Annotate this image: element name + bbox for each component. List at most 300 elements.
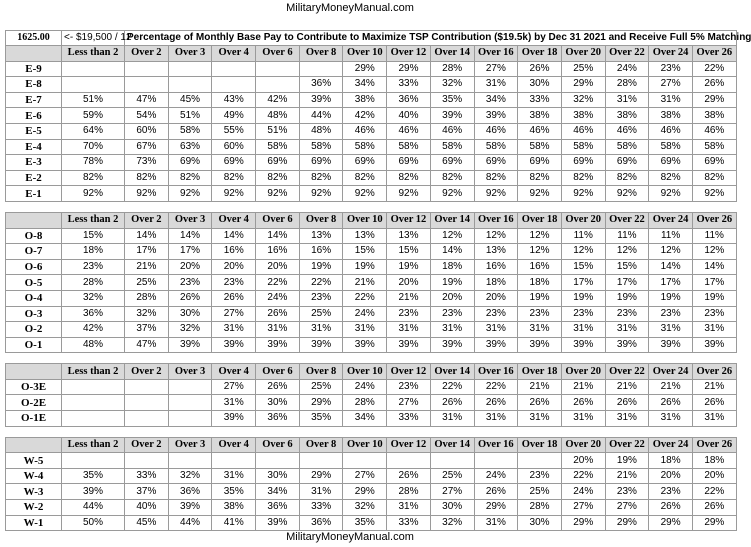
percentage-cell[interactable]: 92% [474,186,518,202]
percentage-cell[interactable]: 21% [692,379,736,395]
percentage-cell[interactable]: 25% [518,484,562,500]
percentage-cell[interactable]: 39% [299,92,343,108]
percentage-cell[interactable]: 14% [212,228,256,244]
percentage-cell[interactable]: 31% [474,322,518,338]
percentage-cell[interactable]: 17% [605,275,649,291]
percentage-cell[interactable]: 30% [518,77,562,93]
formula-cell[interactable]: <- $19,500 / 12 [62,31,125,46]
percentage-cell[interactable]: 82% [430,170,474,186]
percentage-cell[interactable]: 29% [605,515,649,531]
percentage-cell[interactable]: 15% [561,259,605,275]
percentage-cell[interactable] [299,61,343,77]
percentage-cell[interactable]: 82% [168,170,212,186]
percentage-cell[interactable]: 42% [343,108,387,124]
percentage-cell[interactable]: 58% [430,139,474,155]
percentage-cell[interactable]: 44% [299,108,343,124]
percentage-cell[interactable] [62,379,125,395]
percentage-cell[interactable]: 58% [518,139,562,155]
percentage-cell[interactable]: 16% [518,259,562,275]
percentage-cell[interactable]: 13% [387,228,431,244]
percentage-cell[interactable]: 19% [692,290,736,306]
percentage-cell[interactable]: 20% [387,275,431,291]
percentage-cell[interactable]: 92% [518,186,562,202]
percentage-cell[interactable]: 92% [212,186,256,202]
rank-cell[interactable]: O-3E [6,379,62,395]
percentage-cell[interactable]: 27% [474,61,518,77]
percentage-cell[interactable]: 23% [518,468,562,484]
percentage-cell[interactable]: 69% [212,155,256,171]
percentage-cell[interactable]: 58% [605,139,649,155]
percentage-cell[interactable]: 26% [561,395,605,411]
percentage-cell[interactable]: 27% [387,395,431,411]
percentage-cell[interactable] [125,453,169,469]
percentage-cell[interactable]: 59% [62,108,125,124]
percentage-cell[interactable]: 33% [125,468,169,484]
percentage-cell[interactable]: 27% [212,379,256,395]
percentage-cell[interactable]: 21% [649,379,693,395]
percentage-cell[interactable]: 29% [561,77,605,93]
percentage-cell[interactable]: 23% [605,306,649,322]
percentage-cell[interactable]: 33% [387,515,431,531]
percentage-cell[interactable]: 69% [343,155,387,171]
percentage-cell[interactable]: 43% [212,92,256,108]
percentage-cell[interactable]: 12% [474,228,518,244]
percentage-cell[interactable]: 28% [605,77,649,93]
percentage-cell[interactable]: 19% [430,275,474,291]
percentage-cell[interactable]: 25% [125,275,169,291]
rank-cell[interactable]: W-3 [6,484,62,500]
percentage-cell[interactable]: 19% [518,290,562,306]
percentage-cell[interactable]: 32% [125,306,169,322]
percentage-cell[interactable] [168,453,212,469]
rank-cell[interactable]: E-5 [6,123,62,139]
percentage-cell[interactable]: 21% [387,290,431,306]
percentage-cell[interactable]: 46% [387,123,431,139]
percentage-cell[interactable]: 25% [299,379,343,395]
percentage-cell[interactable]: 37% [125,322,169,338]
percentage-cell[interactable]: 32% [343,500,387,516]
percentage-cell[interactable]: 64% [62,123,125,139]
percentage-cell[interactable]: 24% [474,468,518,484]
percentage-cell[interactable]: 33% [299,500,343,516]
percentage-cell[interactable]: 69% [430,155,474,171]
percentage-cell[interactable]: 69% [605,155,649,171]
percentage-cell[interactable]: 58% [692,139,736,155]
percentage-cell[interactable]: 19% [605,453,649,469]
percentage-cell[interactable] [212,77,256,93]
percentage-cell[interactable]: 29% [387,61,431,77]
percentage-cell[interactable]: 49% [212,108,256,124]
percentage-cell[interactable]: 39% [387,337,431,353]
percentage-cell[interactable]: 31% [430,322,474,338]
percentage-cell[interactable]: 27% [605,500,649,516]
percentage-cell[interactable]: 11% [561,228,605,244]
percentage-cell[interactable]: 12% [561,244,605,260]
percentage-cell[interactable] [62,411,125,427]
percentage-cell[interactable]: 28% [125,290,169,306]
percentage-cell[interactable] [474,453,518,469]
percentage-cell[interactable]: 92% [561,186,605,202]
percentage-cell[interactable]: 18% [62,244,125,260]
percentage-cell[interactable]: 29% [299,468,343,484]
rank-cell[interactable]: O-2E [6,395,62,411]
percentage-cell[interactable]: 15% [605,259,649,275]
percentage-cell[interactable]: 23% [649,61,693,77]
percentage-cell[interactable]: 46% [518,123,562,139]
percentage-cell[interactable]: 12% [518,228,562,244]
percentage-cell[interactable]: 58% [561,139,605,155]
percentage-cell[interactable]: 51% [256,123,300,139]
percentage-cell[interactable]: 21% [561,379,605,395]
percentage-cell[interactable]: 29% [299,395,343,411]
percentage-cell[interactable]: 23% [474,306,518,322]
percentage-cell[interactable] [62,77,125,93]
percentage-cell[interactable]: 92% [62,186,125,202]
percentage-cell[interactable]: 50% [62,515,125,531]
percentage-cell[interactable]: 29% [343,61,387,77]
percentage-cell[interactable]: 27% [561,500,605,516]
percentage-cell[interactable]: 16% [256,244,300,260]
percentage-cell[interactable]: 92% [256,186,300,202]
percentage-cell[interactable]: 31% [561,411,605,427]
percentage-cell[interactable]: 48% [299,123,343,139]
percentage-cell[interactable]: 20% [430,290,474,306]
percentage-cell[interactable]: 22% [343,290,387,306]
percentage-cell[interactable] [168,395,212,411]
percentage-cell[interactable]: 23% [168,275,212,291]
percentage-cell[interactable]: 92% [125,186,169,202]
percentage-cell[interactable]: 31% [518,322,562,338]
percentage-cell[interactable]: 20% [256,259,300,275]
percentage-cell[interactable]: 13% [343,228,387,244]
percentage-cell[interactable]: 23% [649,484,693,500]
percentage-cell[interactable]: 38% [518,108,562,124]
rank-cell[interactable]: W-4 [6,468,62,484]
percentage-cell[interactable]: 31% [387,500,431,516]
percentage-cell[interactable]: 36% [62,306,125,322]
percentage-cell[interactable]: 14% [430,244,474,260]
percentage-cell[interactable]: 22% [474,379,518,395]
percentage-cell[interactable]: 30% [256,395,300,411]
percentage-cell[interactable]: 19% [343,259,387,275]
percentage-cell[interactable]: 18% [474,275,518,291]
percentage-cell[interactable] [168,379,212,395]
percentage-cell[interactable]: 31% [430,411,474,427]
percentage-cell[interactable]: 45% [125,515,169,531]
percentage-cell[interactable]: 82% [692,170,736,186]
percentage-cell[interactable]: 34% [256,484,300,500]
percentage-cell[interactable]: 31% [649,322,693,338]
percentage-cell[interactable]: 24% [256,290,300,306]
percentage-cell[interactable]: 44% [168,515,212,531]
percentage-cell[interactable]: 14% [649,259,693,275]
percentage-cell[interactable]: 36% [299,77,343,93]
percentage-cell[interactable]: 31% [256,322,300,338]
percentage-cell[interactable]: 34% [343,77,387,93]
percentage-cell[interactable]: 54% [125,108,169,124]
percentage-cell[interactable]: 26% [692,395,736,411]
percentage-cell[interactable]: 23% [649,306,693,322]
percentage-cell[interactable]: 48% [62,337,125,353]
rank-cell[interactable]: E-3 [6,155,62,171]
percentage-cell[interactable]: 40% [387,108,431,124]
percentage-cell[interactable]: 26% [692,77,736,93]
rank-cell[interactable]: O-5 [6,275,62,291]
percentage-cell[interactable]: 23% [212,275,256,291]
percentage-cell[interactable]: 82% [561,170,605,186]
percentage-cell[interactable]: 31% [649,411,693,427]
rank-cell[interactable]: O-4 [6,290,62,306]
percentage-cell[interactable]: 27% [343,468,387,484]
percentage-cell[interactable]: 35% [343,515,387,531]
percentage-cell[interactable]: 23% [430,306,474,322]
percentage-cell[interactable]: 23% [62,259,125,275]
percentage-cell[interactable]: 36% [256,500,300,516]
percentage-cell[interactable]: 25% [430,468,474,484]
percentage-cell[interactable]: 23% [299,290,343,306]
percentage-cell[interactable]: 58% [387,139,431,155]
percentage-cell[interactable]: 37% [125,484,169,500]
percentage-cell[interactable]: 32% [168,322,212,338]
percentage-cell[interactable]: 58% [343,139,387,155]
percentage-cell[interactable]: 39% [62,484,125,500]
percentage-cell[interactable]: 34% [343,411,387,427]
percentage-cell[interactable]: 28% [430,61,474,77]
percentage-cell[interactable]: 55% [212,123,256,139]
percentage-cell[interactable] [256,77,300,93]
percentage-cell[interactable]: 39% [212,337,256,353]
percentage-cell[interactable]: 24% [561,484,605,500]
percentage-cell[interactable]: 20% [692,468,736,484]
percentage-cell[interactable]: 15% [343,244,387,260]
percentage-cell[interactable]: 21% [343,275,387,291]
percentage-cell[interactable]: 30% [430,500,474,516]
percentage-cell[interactable]: 45% [168,92,212,108]
percentage-cell[interactable]: 16% [212,244,256,260]
percentage-cell[interactable]: 21% [605,468,649,484]
percentage-cell[interactable]: 39% [605,337,649,353]
percentage-cell[interactable]: 23% [561,306,605,322]
percentage-cell[interactable]: 22% [692,61,736,77]
percentage-cell[interactable]: 32% [430,515,474,531]
percentage-cell[interactable]: 22% [692,484,736,500]
percentage-cell[interactable]: 29% [692,515,736,531]
percentage-cell[interactable]: 42% [62,322,125,338]
percentage-cell[interactable]: 29% [343,484,387,500]
percentage-cell[interactable]: 36% [168,484,212,500]
percentage-cell[interactable]: 26% [692,500,736,516]
percentage-cell[interactable]: 33% [387,77,431,93]
percentage-cell[interactable]: 24% [343,306,387,322]
percentage-cell[interactable]: 22% [561,468,605,484]
percentage-cell[interactable]: 36% [387,92,431,108]
percentage-cell[interactable]: 25% [299,306,343,322]
percentage-cell[interactable]: 31% [299,322,343,338]
percentage-cell[interactable]: 26% [518,61,562,77]
percentage-cell[interactable]: 18% [649,453,693,469]
percentage-cell[interactable]: 15% [62,228,125,244]
percentage-cell[interactable]: 28% [387,484,431,500]
percentage-cell[interactable]: 69% [649,155,693,171]
rank-cell[interactable]: O-8 [6,228,62,244]
percentage-cell[interactable] [62,453,125,469]
percentage-cell[interactable]: 31% [474,77,518,93]
percentage-cell[interactable]: 31% [561,322,605,338]
percentage-cell[interactable]: 82% [518,170,562,186]
percentage-cell[interactable]: 36% [299,515,343,531]
percentage-cell[interactable]: 15% [387,244,431,260]
percentage-cell[interactable]: 39% [474,337,518,353]
percentage-cell[interactable]: 20% [474,290,518,306]
percentage-cell[interactable]: 46% [474,123,518,139]
percentage-cell[interactable]: 25% [561,61,605,77]
percentage-cell[interactable]: 19% [649,290,693,306]
percentage-cell[interactable]: 58% [474,139,518,155]
percentage-cell[interactable]: 26% [256,306,300,322]
percentage-cell[interactable]: 12% [649,244,693,260]
percentage-cell[interactable] [125,77,169,93]
percentage-cell[interactable] [62,61,125,77]
percentage-cell[interactable]: 20% [649,468,693,484]
percentage-cell[interactable]: 41% [212,515,256,531]
percentage-cell[interactable]: 31% [343,322,387,338]
rank-cell[interactable]: E-6 [6,108,62,124]
percentage-cell[interactable]: 11% [692,228,736,244]
percentage-cell[interactable]: 13% [474,244,518,260]
percentage-cell[interactable] [62,395,125,411]
percentage-cell[interactable]: 24% [343,379,387,395]
percentage-cell[interactable]: 38% [605,108,649,124]
percentage-cell[interactable]: 13% [299,228,343,244]
rank-cell[interactable]: O-1 [6,337,62,353]
percentage-cell[interactable]: 92% [649,186,693,202]
percentage-cell[interactable]: 33% [387,411,431,427]
percentage-cell[interactable]: 26% [518,395,562,411]
percentage-cell[interactable]: 17% [125,244,169,260]
percentage-cell[interactable]: 23% [518,306,562,322]
percentage-cell[interactable]: 69% [168,155,212,171]
percentage-cell[interactable]: 46% [605,123,649,139]
percentage-cell[interactable]: 51% [62,92,125,108]
percentage-cell[interactable]: 26% [649,395,693,411]
rank-cell[interactable]: E-7 [6,92,62,108]
percentage-cell[interactable]: 82% [605,170,649,186]
percentage-cell[interactable]: 92% [168,186,212,202]
percentage-cell[interactable]: 33% [518,92,562,108]
percentage-cell[interactable] [212,61,256,77]
percentage-cell[interactable]: 14% [256,228,300,244]
rank-cell[interactable]: E-9 [6,61,62,77]
percentage-cell[interactable] [343,453,387,469]
percentage-cell[interactable]: 21% [605,379,649,395]
percentage-cell[interactable]: 38% [692,108,736,124]
percentage-cell[interactable] [125,395,169,411]
percentage-cell[interactable]: 21% [125,259,169,275]
percentage-cell[interactable]: 12% [605,244,649,260]
percentage-cell[interactable]: 31% [474,515,518,531]
percentage-cell[interactable]: 27% [212,306,256,322]
percentage-cell[interactable]: 58% [256,139,300,155]
percentage-cell[interactable]: 69% [561,155,605,171]
percentage-cell[interactable]: 12% [692,244,736,260]
percentage-cell[interactable]: 58% [299,139,343,155]
percentage-cell[interactable]: 17% [168,244,212,260]
percentage-cell[interactable]: 31% [605,411,649,427]
percentage-cell[interactable]: 40% [125,500,169,516]
percentage-cell[interactable]: 31% [387,322,431,338]
rank-cell[interactable]: E-4 [6,139,62,155]
percentage-cell[interactable]: 16% [474,259,518,275]
rank-cell[interactable]: E-1 [6,186,62,202]
percentage-cell[interactable]: 39% [299,337,343,353]
percentage-cell[interactable]: 23% [387,306,431,322]
percentage-cell[interactable]: 39% [430,108,474,124]
percentage-cell[interactable]: 82% [212,170,256,186]
percentage-cell[interactable]: 82% [62,170,125,186]
percentage-cell[interactable]: 19% [605,290,649,306]
percentage-cell[interactable]: 42% [256,92,300,108]
percentage-cell[interactable]: 27% [430,484,474,500]
percentage-cell[interactable]: 29% [561,515,605,531]
percentage-cell[interactable]: 92% [605,186,649,202]
percentage-cell[interactable]: 69% [474,155,518,171]
percentage-cell[interactable]: 46% [430,123,474,139]
percentage-cell[interactable]: 92% [387,186,431,202]
percentage-cell[interactable]: 92% [299,186,343,202]
percentage-cell[interactable]: 82% [343,170,387,186]
percentage-cell[interactable]: 67% [125,139,169,155]
percentage-cell[interactable]: 35% [212,484,256,500]
percentage-cell[interactable]: 31% [212,468,256,484]
percentage-cell[interactable]: 31% [605,322,649,338]
percentage-cell[interactable]: 58% [168,123,212,139]
percentage-cell[interactable]: 32% [168,468,212,484]
percentage-cell[interactable]: 30% [518,515,562,531]
percentage-cell[interactable]: 39% [649,337,693,353]
rank-cell[interactable]: O-1E [6,411,62,427]
percentage-cell[interactable]: 69% [518,155,562,171]
percentage-cell[interactable]: 21% [518,379,562,395]
percentage-cell[interactable]: 69% [387,155,431,171]
percentage-cell[interactable]: 51% [168,108,212,124]
percentage-cell[interactable] [518,453,562,469]
percentage-cell[interactable]: 26% [256,379,300,395]
percentage-cell[interactable]: 92% [430,186,474,202]
percentage-cell[interactable]: 24% [605,61,649,77]
percentage-cell[interactable]: 31% [474,411,518,427]
percentage-cell[interactable] [299,453,343,469]
percentage-cell[interactable]: 70% [62,139,125,155]
percentage-cell[interactable]: 38% [343,92,387,108]
percentage-cell[interactable]: 35% [62,468,125,484]
rank-cell[interactable]: O-7 [6,244,62,260]
percentage-cell[interactable]: 26% [474,484,518,500]
percentage-cell[interactable]: 82% [649,170,693,186]
percentage-cell[interactable]: 60% [125,123,169,139]
percentage-cell[interactable]: 46% [692,123,736,139]
percentage-cell[interactable]: 26% [649,500,693,516]
percentage-cell[interactable]: 31% [212,395,256,411]
percentage-cell[interactable]: 20% [561,453,605,469]
percentage-cell[interactable]: 19% [387,259,431,275]
percentage-cell[interactable]: 58% [649,139,693,155]
percentage-cell[interactable] [256,453,300,469]
percentage-cell[interactable]: 26% [212,290,256,306]
percentage-cell[interactable]: 18% [430,259,474,275]
percentage-cell[interactable]: 39% [168,500,212,516]
percentage-cell[interactable]: 44% [62,500,125,516]
percentage-cell[interactable]: 73% [125,155,169,171]
